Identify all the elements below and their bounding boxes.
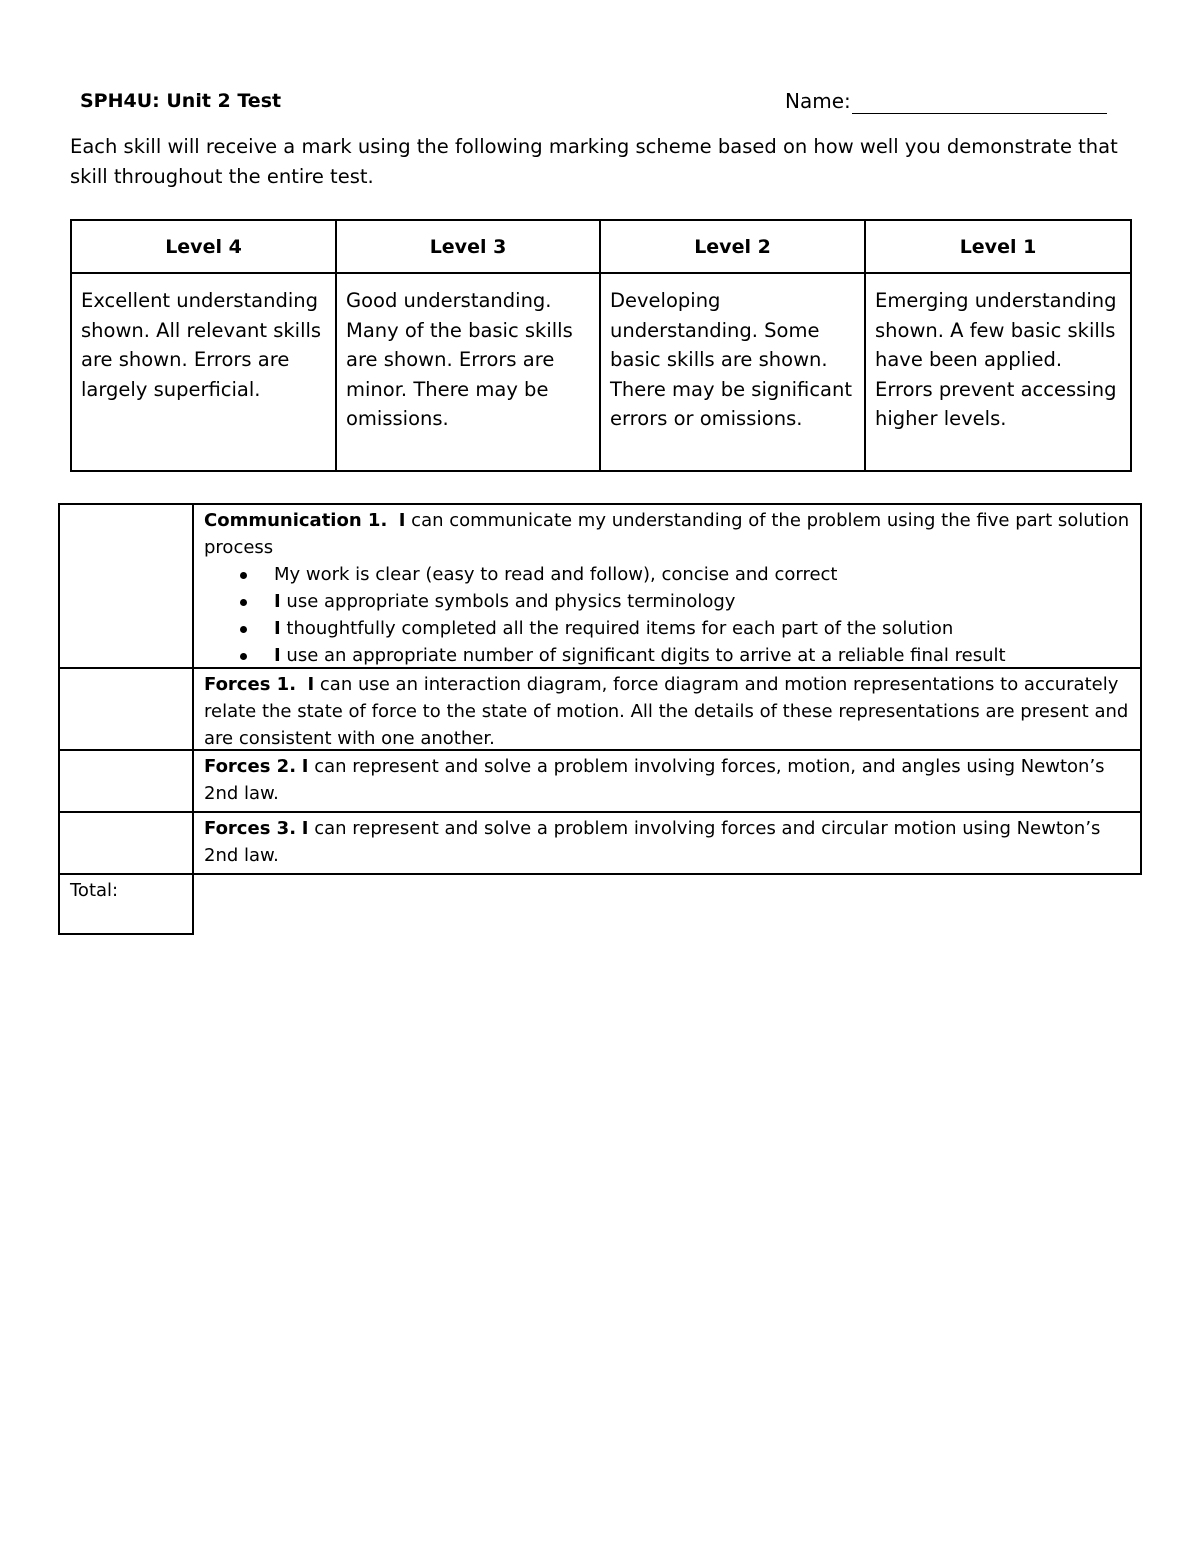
skill-lead: I (398, 510, 406, 531)
mark-cell-communication[interactable] (58, 505, 194, 669)
skill-title: Forces 2. (204, 756, 297, 777)
skill-desc-forces-2 (194, 751, 1142, 811)
skills-table (58, 503, 1142, 935)
name-label: Name: (785, 89, 851, 113)
mark-cell-forces-2[interactable] (58, 751, 194, 811)
total-label: Total: (70, 880, 119, 901)
total-spacer (194, 875, 1142, 935)
skill-title: Forces 3. (204, 818, 297, 839)
skill-lead: I (307, 674, 315, 695)
skill-text: can represent and solve a problem involving forces and circular motion using Newton’s 2nd law. (204, 818, 1101, 866)
skill-row-forces-1 (58, 667, 1142, 749)
list-item: I use appropriate symbols and physics terminology (238, 588, 1134, 615)
total-row (58, 873, 1142, 935)
rubric-table (70, 219, 1132, 472)
page-title: SPH4U: Unit 2 Test (80, 90, 282, 112)
total-cell[interactable] (58, 875, 194, 935)
mark-cell-forces-1[interactable] (58, 669, 194, 752)
skill-lead: I (301, 818, 309, 839)
skill-row-communication (58, 503, 1142, 667)
skill-desc-communication (194, 505, 1142, 669)
skill-desc-forces-1 (194, 669, 1142, 752)
skill-text: can represent and solve a problem involving forces, motion, and angles using Newton’s 2nd law. (204, 756, 1105, 804)
skill-lead: I (301, 756, 309, 777)
skill-desc-forces-3 (194, 813, 1142, 873)
name-field (785, 88, 1107, 114)
rubric-desc-level-2: Developing understanding. Some basic skills are shown. There may be significant errors or omissions. (601, 274, 866, 470)
skill-text: can communicate my understanding of the problem using the five part solution process (204, 510, 1130, 558)
rubric-header-level-3: Level 3 (337, 221, 601, 274)
mark-cell-forces-3[interactable] (58, 813, 194, 873)
rubric-desc-level-4: Excellent understanding shown. All relevant skills are shown. Errors are largely superficial. (72, 274, 337, 470)
name-blank-line[interactable] (852, 93, 1107, 114)
rubric-header-level-2: Level 2 (601, 221, 866, 274)
skill-row-forces-3 (58, 811, 1142, 873)
skill-title: Forces 1. (204, 674, 297, 695)
criteria-list (204, 561, 1134, 669)
list-item: I use an appropriate number of significant digits to arrive at a reliable final result (238, 642, 1134, 669)
rubric-desc-level-3: Good understanding. Many of the basic skills are shown. Errors are minor. There may be omissions. (337, 274, 601, 470)
rubric-header-level-1: Level 1 (866, 221, 1130, 274)
skill-title: Communication 1. (204, 510, 388, 531)
intro-paragraph: Each skill will receive a mark using the following marking scheme based on how well you demonstrate that skill throughout the entire test. (70, 135, 1118, 188)
rubric-header-level-4: Level 4 (72, 221, 337, 274)
list-item: My work is clear (easy to read and follow), concise and correct (238, 561, 1134, 588)
skill-row-forces-2 (58, 749, 1142, 811)
rubric-desc-level-1: Emerging understanding shown. A few basic skills have been applied. Errors prevent accessing higher levels. (875, 289, 1117, 430)
skill-text: can use an interaction diagram, force diagram and motion representations to accurately relate the state of force to the state of motion. All the details of these representations are present and are consistent with one another. (204, 674, 1129, 749)
list-item: I thoughtfully completed all the required items for each part of the solution (238, 615, 1134, 642)
